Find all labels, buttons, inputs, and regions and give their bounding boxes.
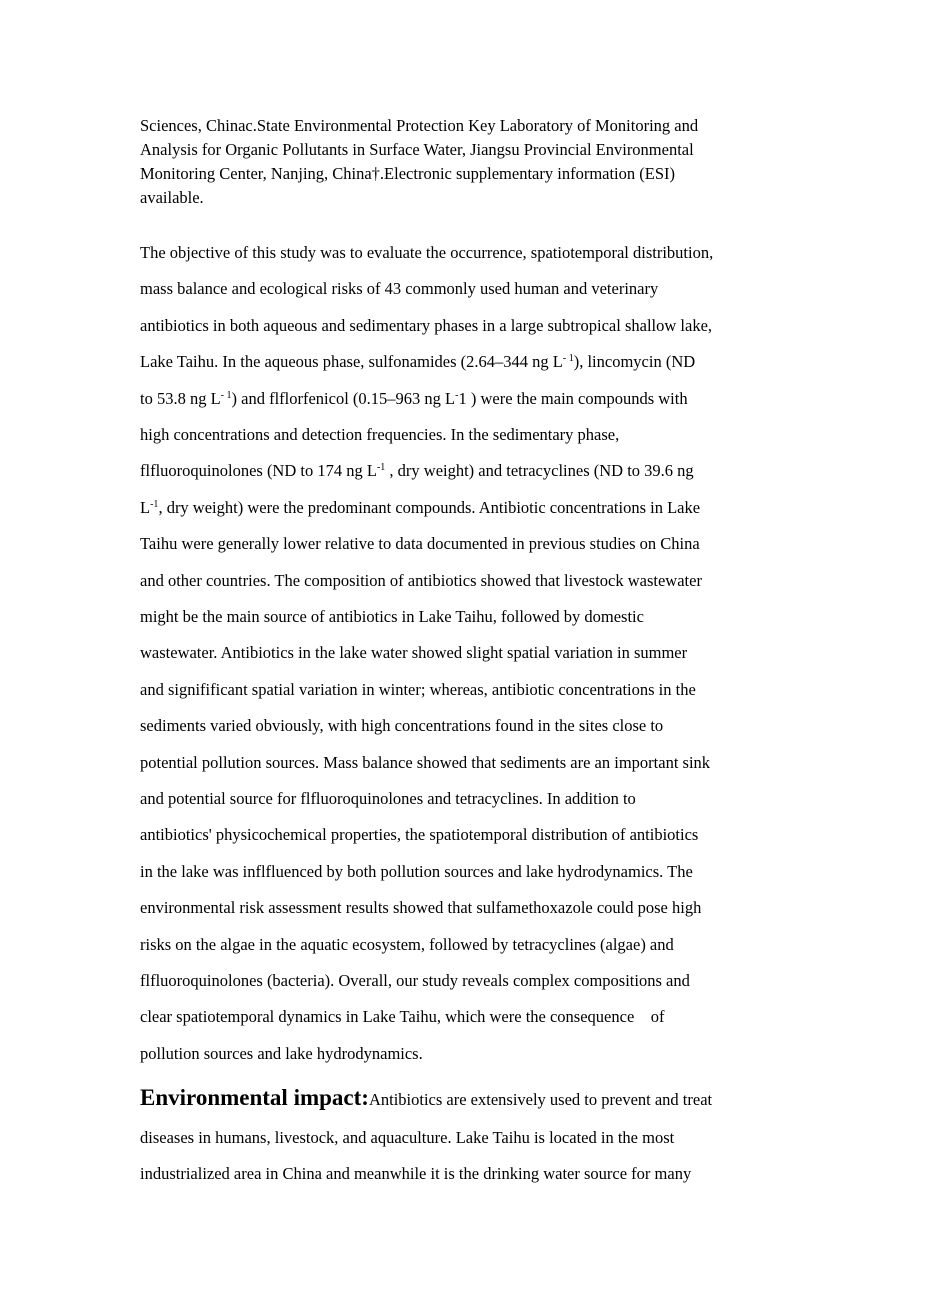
text-run: , dry weight) were the predominant compounds. Antibiotic concentrations in Lake — [158, 497, 701, 517]
text-run: sediments varied obviously, with high concentrations found in the sites close to — [140, 716, 664, 736]
abstract-line — [140, 680, 696, 700]
text-run: and signifificant spatial variation in winter; whereas, antibiotic concentrations in the — [140, 679, 696, 699]
abstract-line — [140, 898, 701, 918]
superscript-text: - 1 — [220, 389, 232, 401]
abstract-line — [140, 716, 663, 736]
text-run: antibiotics in both aqueous and sedimentary phases in a large subtropical shallow lake, — [140, 315, 713, 335]
text-run: Analysis for Organic Pollutants in Surface Water, Jiangsu Provincial Environmental — [140, 140, 694, 159]
abstract-line — [140, 1044, 423, 1064]
abstract-line — [140, 753, 710, 773]
abstract-line — [140, 389, 688, 409]
impact-line — [140, 1164, 691, 1184]
text-run: antibiotics' physicochemical properties, the spatiotemporal distribution of antibiotics — [140, 825, 699, 845]
abstract-line — [140, 607, 644, 627]
text-run: 1 ) were the main compounds with — [458, 388, 688, 408]
abstract-line — [140, 461, 694, 481]
text-run: diseases in humans, livestock, and aquaculture. Lake Taihu is located in the most — [140, 1128, 675, 1147]
section-heading: Environmental impact: — [140, 1085, 369, 1110]
affiliation-line — [140, 140, 694, 160]
text-run: pollution sources and lake hydrodynamics. — [140, 1043, 423, 1063]
impact-line — [140, 1128, 674, 1148]
abstract-line — [140, 789, 636, 809]
text-run: to 53.8 ng L — [140, 388, 221, 408]
text-run: Taihu were generally lower relative to data documented in previous studies on China — [140, 534, 700, 554]
text-run: Monitoring Center, Nanjing, China†.Electronic supplementary information (ESI) — [140, 164, 676, 183]
superscript-text: - 1 — [562, 353, 574, 365]
abstract-line — [140, 425, 619, 445]
text-run: flfluoroquinolones (ND to 174 ng L — [140, 461, 377, 481]
affiliation-line — [140, 188, 204, 208]
abstract-line — [140, 571, 702, 591]
text-run: ) and flflorfenicol (0.15–963 ng L — [231, 388, 456, 408]
abstract-line — [140, 243, 713, 263]
abstract-line — [140, 971, 690, 991]
abstract-line — [140, 352, 695, 372]
text-run: Antibiotics are extensively used to prevent and treat — [368, 1090, 713, 1109]
text-run: and potential source for flfluoroquinolones and tetracyclines. In addition to — [140, 789, 636, 808]
text-run: The objective of this study was to evaluate the occurrence, spatiotemporal distribution, — [140, 243, 714, 262]
abstract-line — [140, 279, 658, 299]
text-run: and other countries. The composition of antibiotics showed that livestock wastewater — [140, 570, 702, 590]
affiliation-line — [140, 164, 675, 184]
text-run: potential pollution sources. Mass balance showed that sediments are an important sink — [140, 752, 711, 772]
text-run: L — [140, 497, 151, 517]
text-run: high concentrations and detection frequencies. In the sedimentary phase, — [140, 425, 620, 444]
text-run: industrialized area in China and meanwhile it is the drinking water source for many — [140, 1164, 692, 1184]
text-run: , dry weight) and tetracyclines (ND to 39.6 ng — [385, 461, 694, 481]
affiliation-line — [140, 116, 698, 136]
abstract-line — [140, 935, 674, 955]
text-run: Lake Taihu. In the aqueous phase, sulfonamides (2.64–344 ng L — [140, 352, 563, 372]
text-run: flfluoroquinolones (bacteria). Overall, our study reveals complex compositions and — [140, 971, 690, 990]
text-run: in the lake was inflfluenced by both pollution sources and lake hydrodynamics. The — [140, 861, 693, 881]
impact-line — [140, 1085, 713, 1110]
text-run: clear spatiotemporal dynamics in Lake Taihu, which were the consequence of — [140, 1007, 665, 1027]
text-run: Sciences, Chinac.State Environmental Protection Key Laboratory of Monitoring and — [140, 116, 699, 135]
superscript-text: -1 — [376, 462, 386, 474]
abstract-line — [140, 316, 712, 336]
abstract-line — [140, 498, 700, 518]
abstract-line — [140, 643, 687, 663]
superscript-text: -1 — [150, 498, 159, 510]
text-run: available. — [140, 188, 204, 207]
text-run: might be the main source of antibiotics in Lake Taihu, followed by domestic — [140, 607, 644, 626]
text-run: wastewater. Antibiotics in the lake water showed slight spatial variation in summer — [140, 643, 688, 663]
abstract-line — [140, 1007, 665, 1027]
superscript-text: - — [455, 389, 459, 401]
abstract-line — [140, 862, 693, 882]
text-run: risks on the algae in the aquatic ecosystem, followed by tetracyclines (algae) and — [140, 934, 674, 954]
text-run: mass balance and ecological risks of 43 commonly used human and veterinary — [140, 279, 659, 299]
text-run: ), lincomycin (ND — [573, 352, 696, 372]
abstract-line — [140, 825, 698, 845]
abstract-line — [140, 534, 700, 554]
text-run: environmental risk assessment results showed that sulfamethoxazole could pose high — [140, 898, 702, 918]
